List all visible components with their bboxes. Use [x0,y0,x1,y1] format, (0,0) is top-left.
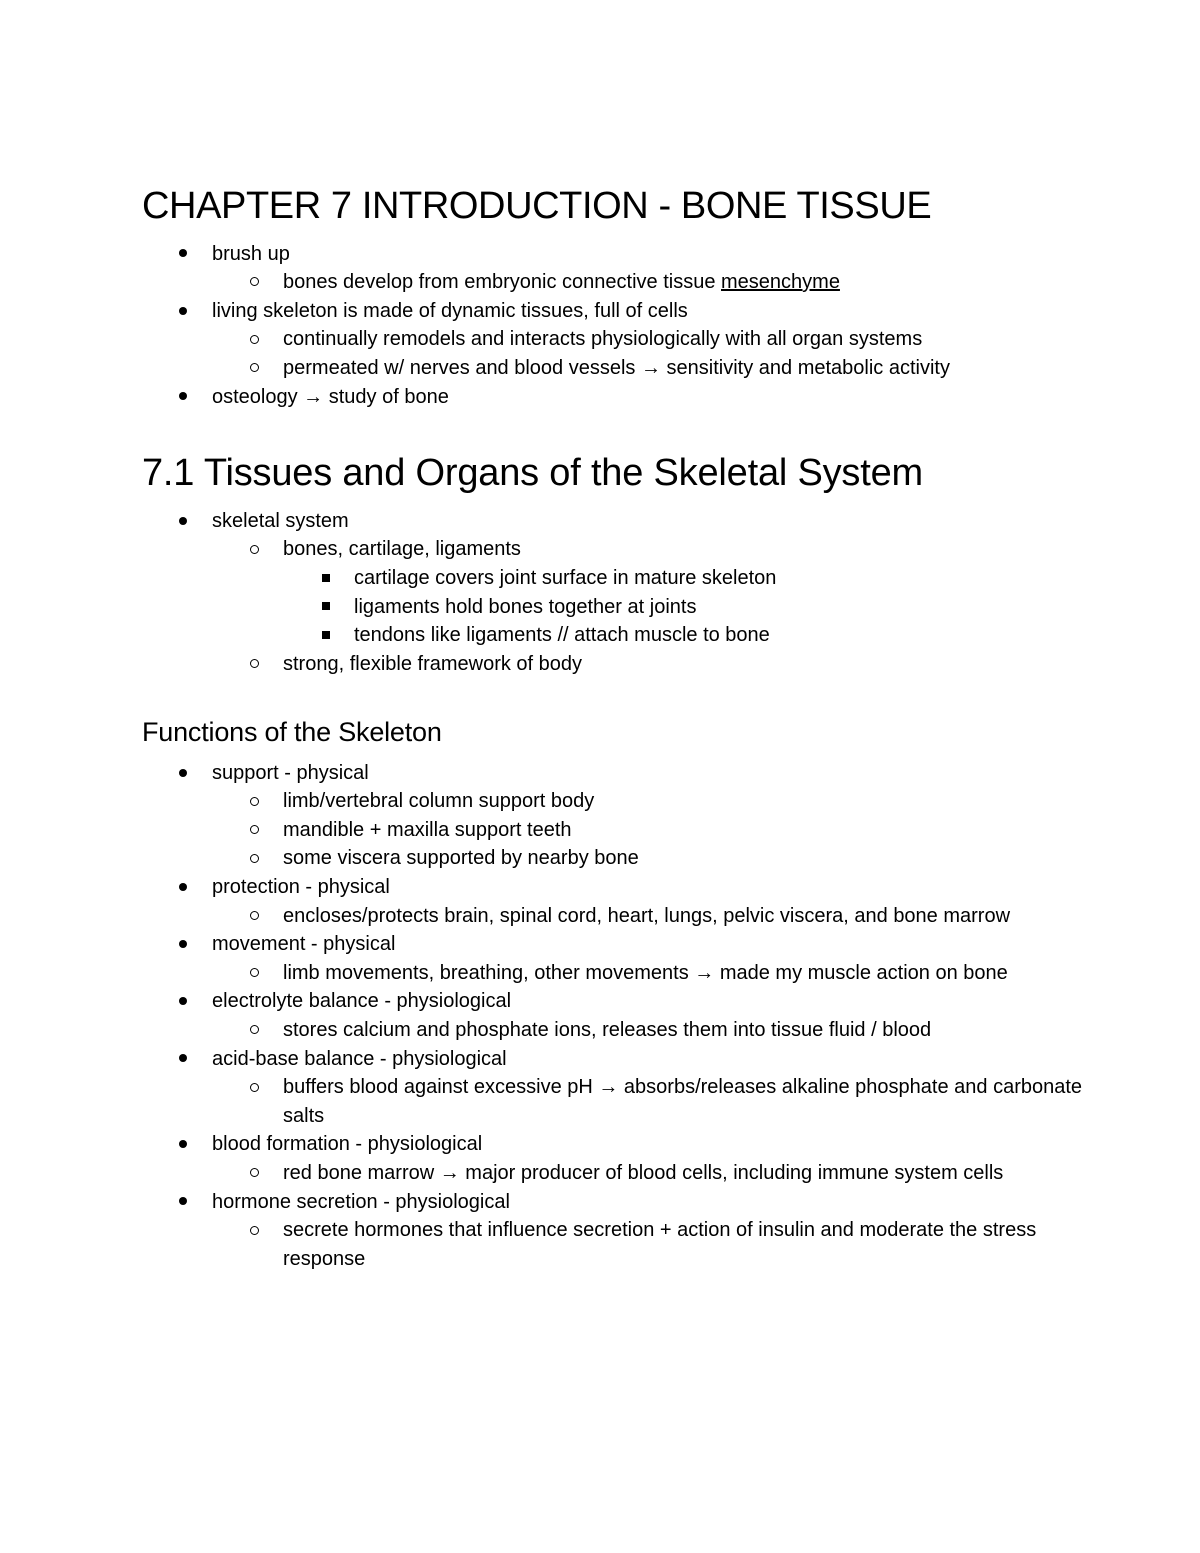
list-item-text: limb movements, breathing, other movements → made my muscle action on bone [283,961,1008,984]
hollow-bullet-icon [250,354,259,383]
filled-bullet-icon [179,873,187,902]
list-item [142,1188,1082,1274]
list-item [212,959,1083,988]
list-item [142,759,1082,873]
list-item-text: encloses/protects brain, spinal cord, heart, lungs, pelvic viscera, and bone marrow [283,904,1011,927]
list-item-text: support - physical [212,761,369,784]
list-item-text: bones, cartilage, ligaments [283,538,521,561]
list-item-text: tendons like ligaments // attach muscle to bone [354,624,770,647]
filled-bullet-icon [179,240,187,269]
list-item-text: buffers blood against excessive pH → absorbs/releases alkaline phosphate and carbonate salts [283,1076,1083,1127]
list-item-text: continually remodels and interacts physiologically with all organ systems [283,328,923,351]
hollow-bullet-icon [250,902,259,931]
section-title: 7.1 Tissues and Organs of the Skeletal System [142,452,923,495]
list-item [212,650,1082,679]
list-item [212,325,1082,354]
list-item-text: cartilage covers joint surface in mature skeleton [354,566,777,589]
list-item-text: protection - physical [212,876,390,899]
list-item [142,873,1082,930]
hollow-bullet-icon [250,844,259,873]
list-item-text: skeletal system [212,509,349,532]
list-item-text: permeated w/ nerves and blood vessels → sensitivity and metabolic activity [283,356,950,379]
sub-list [212,1073,1082,1130]
list-item-text: electrolyte balance - physiological [212,990,512,1013]
filled-bullet-icon [179,383,187,412]
sub-sub-list [283,564,1082,650]
square-bullet-icon [322,621,330,650]
list-item [142,383,1082,412]
filled-bullet-icon [179,987,187,1016]
list-item [142,1130,1082,1187]
hollow-bullet-icon [250,1159,259,1188]
list-item [212,816,1082,845]
list-item [212,787,1082,816]
hollow-bullet-icon [250,268,259,297]
list-item-text: strong, flexible framework of body [283,652,583,675]
hollow-bullet-icon [250,1016,259,1045]
hollow-bullet-icon [250,535,259,564]
chapter-list [142,240,1082,412]
list-item [212,844,1082,873]
list-item [212,1016,1082,1045]
list-item-text: hormone secretion - physiological [212,1190,510,1213]
list-item [212,268,1082,297]
list-item-text: brush up [212,242,290,265]
filled-bullet-icon [179,759,187,788]
list-item [142,930,1082,987]
list-item [212,902,1063,931]
list-item [142,507,1082,679]
functions-title: Functions of the Skeleton [142,717,442,748]
list-item-text: stores calcium and phosphate ions, releases them into tissue fluid / blood [283,1019,932,1042]
list-item-text: mandible + maxilla support teeth [283,818,572,841]
sub-list [212,1016,1082,1045]
list-item-text: limb/vertebral column support body [283,790,595,813]
list-item [142,240,1082,297]
filled-bullet-icon [179,1130,187,1159]
chapter-title: CHAPTER 7 INTRODUCTION - BONE TISSUE [142,185,932,227]
hollow-bullet-icon [250,816,259,845]
hollow-bullet-icon [250,787,259,816]
filled-bullet-icon [179,1045,187,1074]
document-page [142,178,1082,1273]
functions-list [142,759,1082,1274]
underlined-term: mesenchyme [721,271,840,294]
sub-list [212,268,1082,297]
list-item [212,1073,1113,1130]
list-item [142,297,1082,383]
list-item-text: blood formation - physiological [212,1133,483,1156]
list-item [283,621,1082,650]
sub-list [212,1159,1082,1188]
list-item-text: acid-base balance - physiological [212,1047,507,1070]
hollow-bullet-icon [250,959,259,988]
list-item-text: red bone marrow → major producer of blood cells, including immune system cells [283,1162,1004,1185]
list-item-text: movement - physical [212,933,396,956]
list-item [142,987,1082,1044]
list-item [212,535,1082,649]
list-item [283,593,1082,622]
list-item-text: living skeleton is made of dynamic tissues, full of cells [212,299,688,322]
filled-bullet-icon [179,507,187,536]
list-item-text: ligaments hold bones together at joints [354,595,697,618]
hollow-bullet-icon [250,1073,259,1102]
hollow-bullet-icon [250,650,259,679]
list-item-text: some viscera supported by nearby bone [283,847,639,870]
list-item [212,1159,1082,1188]
square-bullet-icon [322,593,330,622]
list-item [212,1216,1103,1273]
list-item-text-part: bones develop from embryonic connective tissue [283,271,722,294]
list-item-text: secrete hormones that influence secretion + action of insulin and moderate the stress response [283,1219,1037,1270]
section-list [142,507,1082,679]
list-item-text: osteology → study of bone [212,385,449,408]
filled-bullet-icon [179,297,187,326]
sub-list [212,959,1082,988]
square-bullet-icon [322,564,330,593]
list-item [212,354,1082,383]
sub-list [212,902,1082,931]
filled-bullet-icon [179,1188,187,1217]
filled-bullet-icon [179,930,187,959]
hollow-bullet-icon [250,1216,259,1245]
list-item [142,1045,1082,1131]
sub-list [212,325,1082,382]
list-item-text [283,268,1082,297]
sub-list [212,1216,1082,1273]
sub-list [212,535,1082,678]
list-item [283,564,1082,593]
hollow-bullet-icon [250,325,259,354]
sub-list [212,787,1082,873]
